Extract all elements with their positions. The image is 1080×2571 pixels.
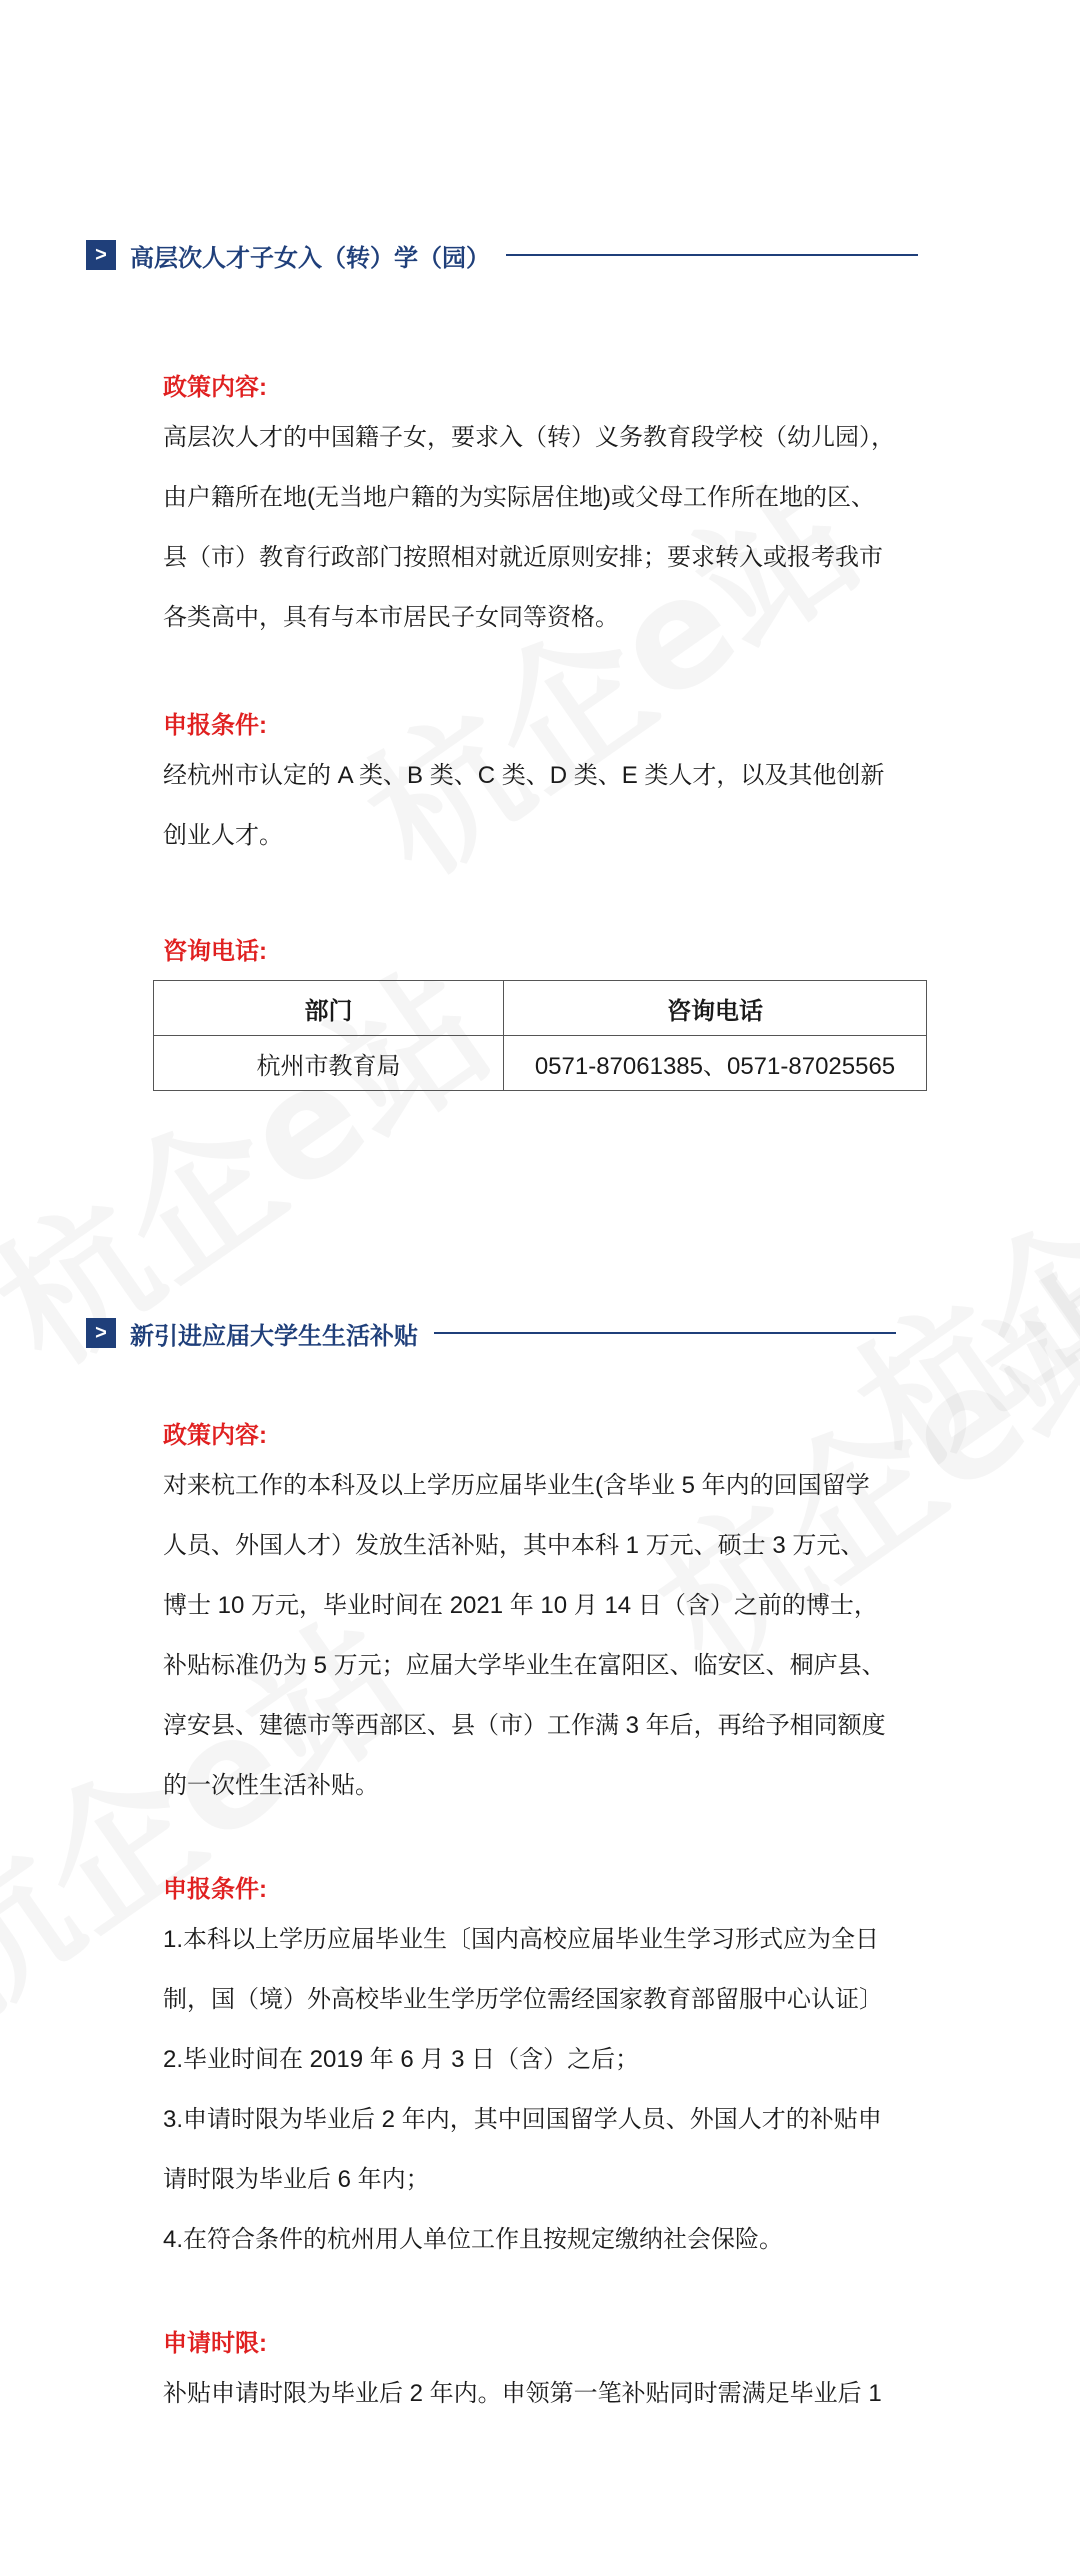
policy-line: 的一次性生活补贴。 bbox=[163, 1772, 379, 1799]
conditions-line: 请时限为毕业后 6 年内； bbox=[163, 2166, 430, 2193]
policy-line: 博士 10 万元，毕业时间在 2021 年 10 月 14 日（含）之前的博士， bbox=[163, 1592, 878, 1619]
policy-label: 政策内容: bbox=[163, 374, 267, 401]
chevron-right-icon: > bbox=[86, 240, 116, 270]
policy-line: 高层次人才的中国籍子女，要求入（转）义务教育段学校（幼儿园）， bbox=[163, 424, 895, 451]
section-2-header bbox=[86, 1318, 896, 1348]
contact-label: 咨询电话: bbox=[163, 938, 267, 965]
section-1-contact bbox=[163, 932, 923, 972]
policy-line: 补贴标准仍为 5 万元；应届大学毕业生在富阳区、临安区、桐庐县、 bbox=[163, 1652, 886, 1679]
deadline-line: 补贴申请时限为毕业后 2 年内。申领第一笔补贴同时需满足毕业后 1 bbox=[163, 2380, 882, 2407]
policy-line: 各类高中，具有与本市居民子女同等资格。 bbox=[163, 604, 619, 631]
policy-label: 政策内容: bbox=[163, 1422, 267, 1449]
table-row bbox=[154, 1036, 927, 1091]
policy-line: 对来杭工作的本科及以上学历应届毕业生(含毕业 5 年内的回国留学 bbox=[163, 1472, 870, 1499]
chevron-right-icon: > bbox=[86, 1318, 116, 1348]
section-2-deadline bbox=[163, 2324, 923, 2424]
table-header-cell: 部门 bbox=[154, 981, 504, 1036]
section-divider bbox=[506, 254, 918, 256]
table-header-cell: 咨询电话 bbox=[504, 981, 927, 1036]
policy-line: 由户籍所在地(无当地户籍的为实际居住地)或父母工作所在地的区、 bbox=[163, 484, 875, 511]
policy-line: 淳安县、建德市等西部区、县（市）工作满 3 年后，再给予相同额度 bbox=[163, 1712, 886, 1739]
conditions-line: 2.毕业时间在 2019 年 6 月 3 日（含）之后； bbox=[163, 2046, 640, 2073]
section-2-conditions bbox=[163, 1870, 923, 2270]
conditions-line: 3.申请时限为毕业后 2 年内，其中回国留学人员、外国人才的补贴申 bbox=[163, 2106, 882, 2133]
conditions-label: 申报条件: bbox=[163, 1876, 267, 1903]
conditions-line: 1.本科以上学历应届毕业生〔国内高校应届毕业生学习形式应为全日 bbox=[163, 1926, 880, 1953]
deadline-label: 申请时限: bbox=[163, 2330, 267, 2357]
section-1-header bbox=[86, 240, 918, 270]
section-1-title: 高层次人才子女入（转）学（园） bbox=[130, 244, 490, 272]
section-2-title: 新引进应届大学生生活补贴 bbox=[130, 1322, 418, 1350]
table-cell-phone: 0571-87061385、0571-87025565 bbox=[504, 1036, 927, 1091]
section-2-policy bbox=[163, 1416, 923, 1816]
section-1-policy bbox=[163, 368, 923, 648]
table-header-row bbox=[154, 981, 927, 1036]
policy-line: 人员、外国人才）发放生活补贴，其中本科 1 万元、硕士 3 万元、 bbox=[163, 1532, 865, 1559]
conditions-label: 申报条件: bbox=[163, 712, 267, 739]
conditions-line: 4.在符合条件的杭州用人单位工作且按规定缴纳社会保险。 bbox=[163, 2226, 784, 2253]
conditions-line: 经杭州市认定的 A 类、B 类、C 类、D 类、E 类人才，以及其他创新 bbox=[163, 762, 885, 789]
conditions-line: 创业人才。 bbox=[163, 822, 283, 849]
contact-table bbox=[153, 980, 927, 1091]
section-1-conditions bbox=[163, 706, 923, 866]
table-cell-department: 杭州市教育局 bbox=[154, 1036, 504, 1091]
policy-line: 县（市）教育行政部门按照相对就近原则安排；要求转入或报考我市 bbox=[163, 544, 883, 571]
section-divider bbox=[434, 1332, 896, 1334]
conditions-line: 制，国（境）外高校毕业生学历学位需经国家教育部留服中心认证〕 bbox=[163, 1986, 883, 2013]
